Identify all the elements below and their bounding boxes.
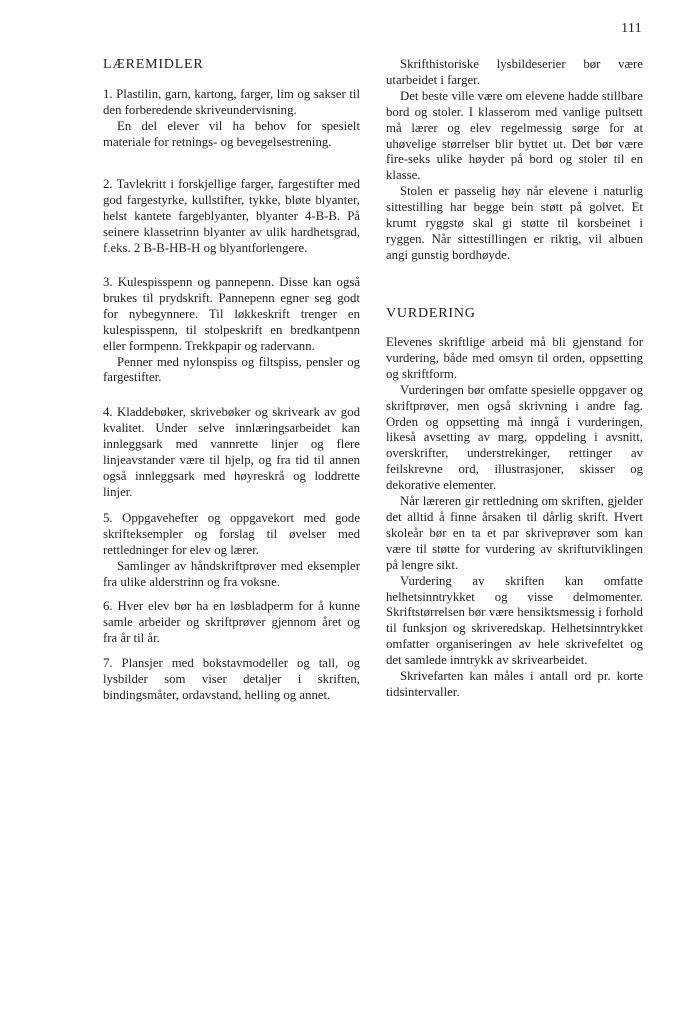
vurdering-paragraph-5: Skrivefarten kan måles i antall ord pr. korte tidsintervaller. (386, 669, 643, 699)
item-5-paragraph-1: 5. Oppgavehefter og oppgavekort med gode skrifteksempler og forslag til øvelser med rettledninger for elev og lærer. (103, 511, 360, 557)
vurdering-paragraph-1: Elevenes skriftlige arbeid må bli gjenstand for vurdering, både med omsyn til orden, oppsetting og skriftform. (386, 335, 643, 381)
item-2-paragraph-1: 2. Tavlekritt i forskjellige farger, fargestifter med god fargestyrke, kullstifter, tykke, bløte blyanter, helst kantete fargeblyanter, blyanter 4-B-B. På seinere klassetrinn blyanter av ulik hardhetsgrad, f.eks. 2 B-B-HB-H og blyantforlengere. (103, 177, 360, 255)
item-7-paragraph-1: 7. Plansjer med bokstavmodeller og tall, og lysbilder som viser detaljer i skriften, bindingsmåter, ordavstand, helling og annet. (103, 656, 360, 702)
vurdering-block (386, 335, 643, 701)
item-1-paragraph-2: En del elever vil ha behov for spesielt materiale for retnings- og bevegelsestrening. (103, 118, 360, 149)
vurdering-paragraph-4: Vurdering av skriften kan omfatte helhetsinntrykket og visse delmomenter. Skriftstørrelsen bør være hensiktsmessig i forhold til funksjon og skriveredskap. Helhetsinntrykket omfatter organiseringen av hele skrivefeltet og det samlede inntrykk av skrivearbeidet. (386, 573, 643, 668)
item-6-paragraph-1: 6. Hver elev bør ha en løsbladperm for å kunne samle arbeider og skriftprøver gjennom året og fra år til år. (103, 599, 360, 645)
vurdering-paragraph-3: Når læreren gir rettledning om skriften, gjelder det alltid å finne årsaken til dårlig skrift. Hvert skoleår bør en ta et par skriveprøver som kan være til støtte for vurdering av skriftutviklingen på lengre sikt. (386, 494, 643, 572)
item-3-paragraph-2: Penner med nylonspiss og filtspiss, pensler og fargestifter. (103, 354, 360, 385)
list-item-5 (103, 511, 360, 591)
item-5-paragraph-2: Samlinger av håndskriftprøver med eksempler fra ulike alderstrinn og fra voksne. (103, 558, 360, 589)
continuation-paragraph-2: Det beste ville være om elevene hadde stillbare bord og stoler. I klasserom med vanlige pultsett må lærer og elev regelmessig sørge for at uhøvelige størrelser blir byttet ut. Det bør være fire-seks ulike høyder på bord og stoler til en klasse. (386, 88, 643, 183)
list-item-1 (103, 87, 360, 151)
continuation-paragraph-3: Stolen er passelig høy når elevene i naturlig sittestilling har begge bein støtt på golvet. Et krumt ryggstø skal gi støtte til korsbeinet i ryggen. Når sittestillingen er riktig, vil albuen angi gunstig bordhøyde. (386, 184, 643, 262)
vurdering-paragraph-2: Vurderingen bør omfatte spesielle oppgaver og skriftprøver, men også skrivning i andre fag. Orden og oppsetting må inngå i vurderingen, likeså avsetting av marg, oppdeling i avsnitt, overskrifter, understrekinger, rettinger av feilskrevne ord, illustrasjoner, skisser og dekorative elementer. (386, 382, 643, 493)
continuation-block (386, 57, 643, 264)
list-item-2 (103, 177, 360, 257)
page-number: 111 (621, 21, 642, 36)
list-item-3 (103, 275, 360, 386)
item-3-paragraph-1: 3. Kulespisspenn og pannepenn. Disse kan også brukes til prydskrift. Pannepenn egner seg godt for nybegynnere. Til løkkeskrift trenger en kulespisspenn, til stolpeskrift en bredkantpenn eller formpenn. Trekkpapir og radervann. (103, 275, 360, 353)
list-item-4 (103, 405, 360, 500)
list-item-7 (103, 656, 360, 704)
item-1-paragraph-1: 1. Plastilin, garn, kartong, farger, lim og sakser til den forberedende skriveundervisning. (103, 87, 360, 117)
item-4-paragraph-1: 4. Kladdebøker, skrivebøker og skriveark av god kvalitet. Under selve innlæringsarbeidet kan innleggsark med vannrette linjer og flere linjeavstander være til hjelp, og fra tid til annen også innleggsark med høyreskrå og loddrette linjer. (103, 405, 360, 499)
section-heading-laeremidler: LÆREMIDLER (103, 57, 204, 72)
section-heading-vurdering: VURDERING (386, 306, 476, 321)
continuation-paragraph-1: Skrifthistoriske lysbildeserier bør være utarbeidet i farger. (386, 57, 643, 87)
list-item-6 (103, 599, 360, 647)
